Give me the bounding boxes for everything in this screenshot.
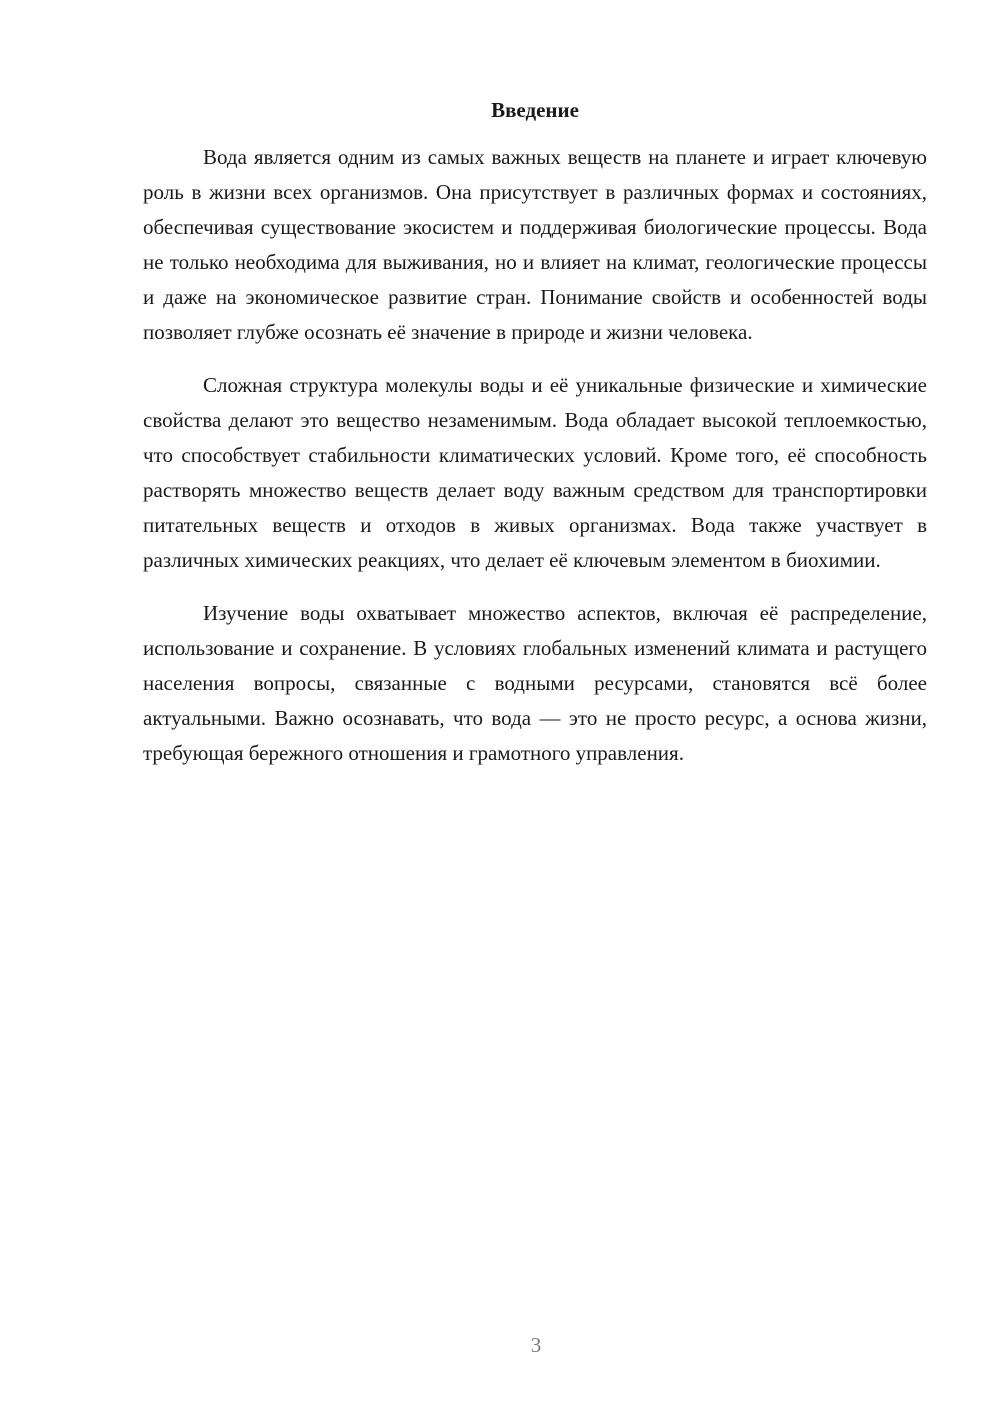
page-content bbox=[143, 92, 927, 789]
section-title: Введение bbox=[491, 98, 579, 122]
paragraph-2: Сложная структура молекулы воды и её уникальные физические и химические свойства делают это вещество незаменимым. Вода обладает высокой теплоемкостью, что способствует стабильности климатических условий. Кроме того, её способность растворять множество веществ делает воду важным средством для транспортировки питательных веществ и отходов в живых организмах. Вода также участвует в различных химических реакциях, что делает её ключевым элементом в биохимии. bbox=[143, 373, 927, 572]
paragraph-1: Вода является одним из самых важных веществ на планете и играет ключевую роль в жизни всех организмов. Она присутствует в различных формах и состояниях, обеспечивая существование экосистем и поддерживая биологические процессы. Вода не только необходима для выживания, но и влияет на климат, геологические процессы и даже на экономическое развитие стран. Понимание свойств и особенностей воды позволяет глубже осознать её значение в природе и жизни человека. bbox=[143, 145, 927, 344]
page-number: 3 bbox=[530, 1333, 542, 1357]
paragraph-3: Изучение воды охватывает множество аспектов, включая её распределение, использование и сохранение. В условиях глобальных изменений климата и растущего населения вопросы, связанные с водными ресурсами, становятся всё более актуальными. Важно осознавать, что вода — это не просто ресурс, а основа жизни, требующая бережного отношения и грамотного управления. bbox=[143, 601, 927, 765]
